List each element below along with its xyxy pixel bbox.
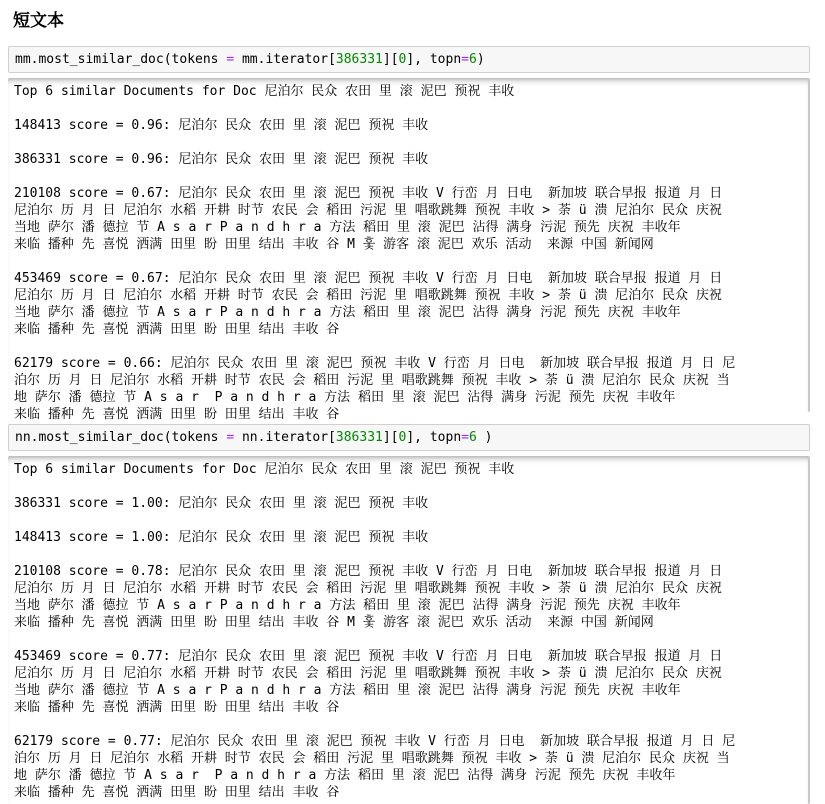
blank-line xyxy=(14,478,802,495)
code-cell-1-output[interactable] xyxy=(8,78,810,422)
code-token: ], topn xyxy=(406,52,462,67)
output-header-line: Top 6 similar Documents for Doc 尼泊尔 民众 农田 里 滚 泥巴 预祝 丰收 xyxy=(14,462,515,477)
similar-doc-line: 来临 播种 先 喜悦 洒满 田里 盼 田里 结出 丰收 谷 M 훛 游客 滚 泥巴 欢乐 活动 来源 中国 新闻网 xyxy=(14,615,654,630)
code-token: mm xyxy=(15,52,31,67)
similar-doc-line: 148413 score = 1.00: 尼泊尔 民众 农田 里 滚 泥巴 预祝 丰收 xyxy=(14,530,429,545)
code-token: ], topn xyxy=(406,430,462,445)
similar-doc-line: 尼泊尔 历 月 日 尼泊尔 水稻 开耕 时节 农民 会 稻田 污泥 里 唱歌跳舞 预祝 丰收 > 荼 ü 溃 尼泊尔 民众 庆祝 xyxy=(14,203,722,218)
similar-doc-line: 453469 score = 0.77: 尼泊尔 民众 农田 里 滚 泥巴 预祝 丰收 V 行峦 月 日电 新加坡 联合早报 报道 月 日 xyxy=(14,649,723,664)
code-token: mm.iterator[ xyxy=(234,52,336,67)
similar-doc-line: 泊尔 历 月 日 尼泊尔 水稻 开耕 时节 农民 会 稻田 污泥 里 唱歌跳舞 预祝 丰收 > 荼 ü 溃 尼泊尔 民众 庆祝 当 xyxy=(14,751,730,766)
code-token: ][ xyxy=(382,52,399,67)
section-heading: 短文本 xyxy=(13,11,64,30)
code-cell-2-output[interactable] xyxy=(8,456,810,804)
code-number: 386331 xyxy=(335,430,383,445)
code-token: ][ xyxy=(382,430,399,445)
code-operator: = xyxy=(461,430,469,445)
blank-line xyxy=(14,100,802,117)
blank-line xyxy=(14,338,802,355)
code-number: 6 xyxy=(468,52,477,67)
similar-doc-line: 453469 score = 0.67: 尼泊尔 民众 农田 里 滚 泥巴 预祝 丰收 V 行峦 月 日电 新加坡 联合早报 报道 月 日 xyxy=(14,271,723,286)
similar-doc-line: 386331 score = 0.96: 尼泊尔 民众 农田 里 滚 泥巴 预祝 丰收 xyxy=(14,152,429,167)
blank-line xyxy=(14,546,802,563)
code-number: 0 xyxy=(398,430,407,445)
similar-doc-line: 62179 score = 0.66: 尼泊尔 民众 农田 里 滚 泥巴 预祝 丰收 V 行峦 月 日电 新加坡 联合早报 报道 月 日 尼 xyxy=(14,356,736,371)
code-number: 0 xyxy=(398,52,407,67)
code-operator: = xyxy=(226,430,235,445)
similar-doc-line: 尼泊尔 历 月 日 尼泊尔 水稻 开耕 时节 农民 会 稻田 污泥 里 唱歌跳舞 预祝 丰收 > 荼 ü 溃 尼泊尔 民众 庆祝 xyxy=(14,581,722,596)
code-operator: = xyxy=(226,52,235,67)
similar-doc-line: 泊尔 历 月 日 尼泊尔 水稻 开耕 时节 农民 会 稻田 污泥 里 唱歌跳舞 预祝 丰收 > 荼 ü 溃 尼泊尔 民众 庆祝 当 xyxy=(14,373,730,388)
similar-doc-line: 来临 播种 先 喜悦 洒满 田里 盼 田里 结出 丰收 谷 M 훛 游客 滚 泥巴 欢乐 活动 来源 中国 新闻网 xyxy=(14,237,654,252)
blank-line xyxy=(14,512,802,529)
code-number: 386331 xyxy=(335,52,383,67)
similar-doc-line: 地 萨尔 潘 德拉 节 A s a r P a n d h r a 方法 稻田 里 滚 泥巴 沾得 满身 污泥 预先 庆祝 丰收年 xyxy=(14,768,676,783)
blank-line xyxy=(14,134,802,151)
code-token: .most_similar_doc(tokens xyxy=(30,430,227,445)
similar-doc-line: 62179 score = 0.77: 尼泊尔 民众 农田 里 滚 泥巴 预祝 丰收 V 行峦 月 日电 新加坡 联合早报 报道 月 日 尼 xyxy=(14,734,736,749)
code-token: .most_similar_doc(tokens xyxy=(30,52,227,67)
blank-line xyxy=(14,253,802,270)
output-header-line: Top 6 similar Documents for Doc 尼泊尔 民众 农田 里 滚 泥巴 预祝 丰收 xyxy=(14,84,515,99)
similar-doc-line: 当地 萨尔 潘 德拉 节 A s a r P a n d h r a 方法 稻田 里 滚 泥巴 沾得 满身 污泥 预先 庆祝 丰收年 xyxy=(14,220,681,235)
similar-doc-line: 148413 score = 0.96: 尼泊尔 民众 农田 里 滚 泥巴 预祝 丰收 xyxy=(14,118,429,133)
blank-line xyxy=(14,716,802,733)
code-operator: = xyxy=(461,52,469,67)
code-cell-1-input[interactable] xyxy=(8,46,810,73)
similar-doc-line: 来临 播种 先 喜悦 洒满 田里 盼 田里 结出 丰收 谷 xyxy=(14,407,340,422)
similar-doc-line: 当地 萨尔 潘 德拉 节 A s a r P a n d h r a 方法 稻田 里 滚 泥巴 沾得 满身 污泥 预先 庆祝 丰收年 xyxy=(14,683,681,698)
similar-doc-line: 来临 播种 先 喜悦 洒满 田里 盼 田里 结出 丰收 谷 xyxy=(14,322,340,337)
similar-doc-line: 尼泊尔 历 月 日 尼泊尔 水稻 开耕 时节 农民 会 稻田 污泥 里 唱歌跳舞 预祝 丰收 > 荼 ü 溃 尼泊尔 民众 庆祝 xyxy=(14,666,722,681)
code-cell-2-input[interactable] xyxy=(8,424,810,451)
blank-line xyxy=(14,631,802,648)
similar-doc-line: 来临 播种 先 喜悦 洒满 田里 盼 田里 结出 丰收 谷 xyxy=(14,785,340,800)
similar-doc-line: 来临 播种 先 喜悦 洒满 田里 盼 田里 结出 丰收 谷 xyxy=(14,700,340,715)
similar-doc-line: 210108 score = 0.67: 尼泊尔 民众 农田 里 滚 泥巴 预祝 丰收 V 行峦 月 日电 新加坡 联合早报 报道 月 日 xyxy=(14,186,723,201)
similar-doc-line: 386331 score = 1.00: 尼泊尔 民众 农田 里 滚 泥巴 预祝 丰收 xyxy=(14,496,429,511)
code-number: 6 xyxy=(468,430,477,445)
similar-doc-line: 210108 score = 0.78: 尼泊尔 民众 农田 里 滚 泥巴 预祝 丰收 V 行峦 月 日电 新加坡 联合早报 报道 月 日 xyxy=(14,564,723,579)
code-token: nn xyxy=(15,430,31,445)
similar-doc-line: 地 萨尔 潘 德拉 节 A s a r P a n d h r a 方法 稻田 里 滚 泥巴 沾得 满身 污泥 预先 庆祝 丰收年 xyxy=(14,390,676,405)
code-token: nn.iterator[ xyxy=(234,430,336,445)
similar-doc-line: 当地 萨尔 潘 德拉 节 A s a r P a n d h r a 方法 稻田 里 滚 泥巴 沾得 满身 污泥 预先 庆祝 丰收年 xyxy=(14,305,681,320)
similar-doc-line: 当地 萨尔 潘 德拉 节 A s a r P a n d h r a 方法 稻田 里 滚 泥巴 沾得 满身 污泥 预先 庆祝 丰收年 xyxy=(14,598,681,613)
blank-line xyxy=(14,168,802,185)
code-token: ) xyxy=(476,52,485,67)
similar-doc-line: 尼泊尔 历 月 日 尼泊尔 水稻 开耕 时节 农民 会 稻田 污泥 里 唱歌跳舞 预祝 丰收 > 荼 ü 溃 尼泊尔 民众 庆祝 xyxy=(14,288,722,303)
code-token: ) xyxy=(476,430,493,445)
